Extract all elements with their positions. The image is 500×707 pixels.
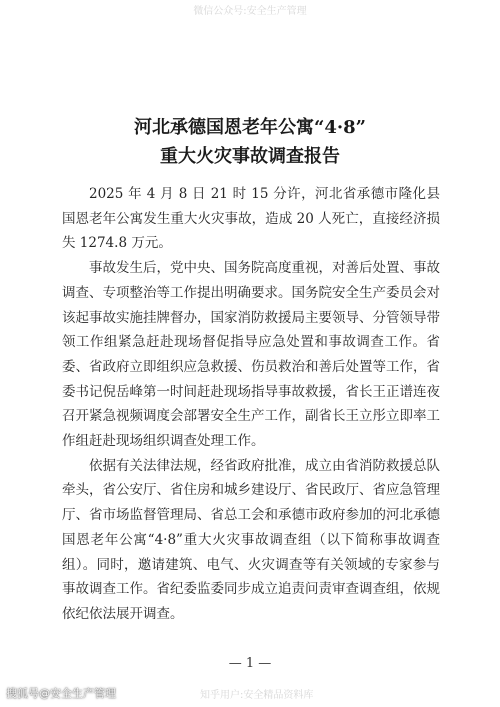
paragraph-2: 事故发生后，党中央、国务院高度重视，对善后处置、事故调查、专项整治等工作提出明确要求。国务院安全生产委员会对该起事故实施挂牌督办，国家消防救援局主要领导、分管领导带领工作组紧急赶赴现场督促指导应急处置和事故调查工作。省委、省政府立即组织应急救援、伤员救治和善后处置等工作，省委书记倪岳峰第一时间赶赴现场指导事故救援，省长王正谱连夜召开紧急视频调度会部署安全生产工作，副省长王立彤立即率工作组赶赴现场组织调查处理工作。 [62,260,440,450]
page-number: — 1 — [228,656,272,671]
paragraph-1: 2025 年 4 月 8 日 21 时 15 分许，河北省承德市隆化县国恩老年公寓发生重大火灾事故，造成 20 人死亡，直接经济损失 1274.8 万元。 [62,186,440,252]
title-line-1: 河北承德国恩老年公寓“4·8” [133,117,367,138]
title-line-2: 重大火灾事故调查报告 [160,146,340,167]
watermark-bottom-left: 搜狐号@安全生产管理 [6,687,116,700]
document-body [62,182,440,627]
watermark-top: 微信公众号:安全生产管理 [193,6,307,17]
paragraph-3: 依据有关法律法规，经省政府批准，成立由省消防救援总队牵头，省公安厅、省住房和城乡建设厅、省民政厅、省应急管理厅、省市场监督管理局、省总工会和承德市政府参加的河北承德国恩老年公寓“4·8”重大火灾事故调查组（以下简称事故调查组）。同时，邀请建筑、电气、火灾调查等有关领域的专家参与事故调查工作。省纪委监委同步成立追责问责审查调查组，依规依纪依法展开调查。 [62,457,440,622]
document-title [40,113,460,171]
watermark-bottom-center: 知乎用户:安全精品资料库 [200,690,314,701]
